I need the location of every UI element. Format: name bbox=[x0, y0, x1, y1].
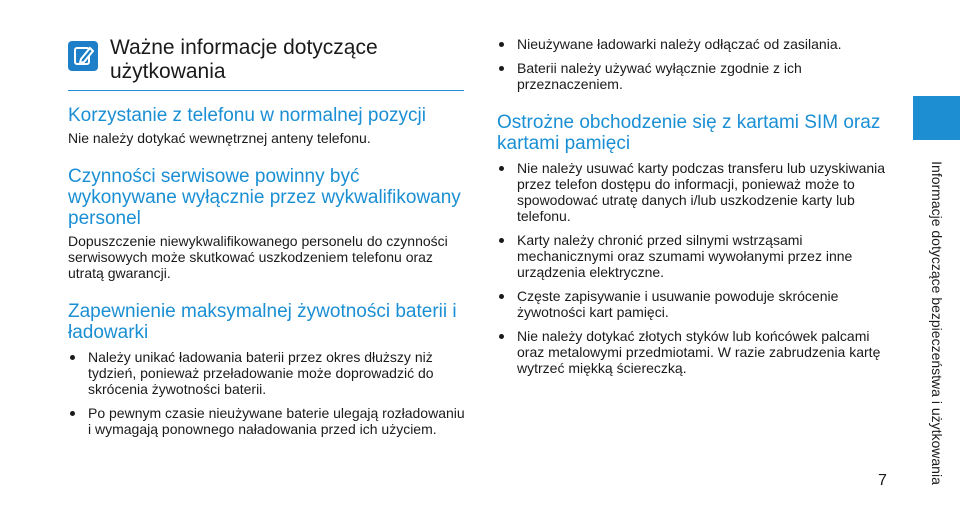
section-text-service: Dopuszczenie niewykwalifikowanego personelu do czynności serwisowych może skutkować uszkodzeniem telefonu oraz utratą gwarancji. bbox=[68, 233, 448, 281]
list-item: Częste zapisywanie i usuwanie powoduje skrócenie żywotności kart pamięci. bbox=[497, 288, 897, 320]
section-heading-service: Czynności serwisowe powinny być wykonywane wyłącznie przez wykwalifikowany personel bbox=[68, 166, 461, 229]
title-row bbox=[68, 36, 464, 91]
list-item: Po pewnym czasie nieużywane baterie ulegają rozładowaniu i wymagają ponownego naładowania przed ich użyciem. bbox=[68, 405, 468, 437]
list-item: Należy unikać ładowania baterii przez okres dłuższy niż tydzień, ponieważ przeładowanie może doprowadzić do skrócenia żywotności baterii. bbox=[68, 349, 468, 397]
section-heading-sim: Ostrożne obchodzenie się z kartami SIM oraz kartami pamięci bbox=[497, 112, 881, 154]
list-item: Baterii należy używać wyłącznie zgodnie z ich przeznaczeniem. bbox=[497, 60, 897, 92]
sidebar-tab bbox=[913, 96, 960, 140]
page-title: Ważne informacje dotyczące użytkowania bbox=[110, 36, 378, 83]
section-text-normal-position: Nie należy dotykać wewnętrznej anteny telefonu. bbox=[68, 130, 371, 146]
section-heading-normal-position: Korzystanie z telefonu w normalnej pozycji bbox=[68, 105, 427, 126]
sim-bullet-list bbox=[497, 160, 897, 376]
page-number: 7 bbox=[878, 472, 887, 489]
sidebar-label-wrap bbox=[913, 150, 960, 495]
list-item: Karty należy chronić przed silnymi wstrząsami mechanicznymi oraz szumami wywołanymi przez inne urządzenia elektryczne. bbox=[497, 232, 897, 280]
list-item: Nie należy usuwać karty podczas transferu lub uzyskiwania przez telefon dostępu do informacji, ponieważ może to spowodować utratę danych i/lub uszkodzenie karty lub telefonu. bbox=[497, 160, 897, 224]
sidebar-label: Informacje dotyczące bezpieczeństwa i użytkowania bbox=[928, 160, 945, 485]
section-heading-battery: Zapewnienie maksymalnej żywotności baterii i ładowarki bbox=[68, 301, 457, 343]
note-pencil-icon bbox=[68, 41, 98, 71]
battery-bullet-list bbox=[68, 349, 468, 437]
list-item: Nie należy dotykać złotych styków lub końcówek palcami oraz metalowymi przedmiotami. W razie zabrudzenia kartę wytrzeć miękką ściereczką. bbox=[497, 328, 897, 376]
left-column bbox=[68, 36, 468, 445]
charger-bullet-list bbox=[497, 36, 897, 92]
list-item: Nieużywane ładowarki należy odłączać od zasilania. bbox=[497, 36, 897, 52]
right-column bbox=[497, 36, 897, 384]
